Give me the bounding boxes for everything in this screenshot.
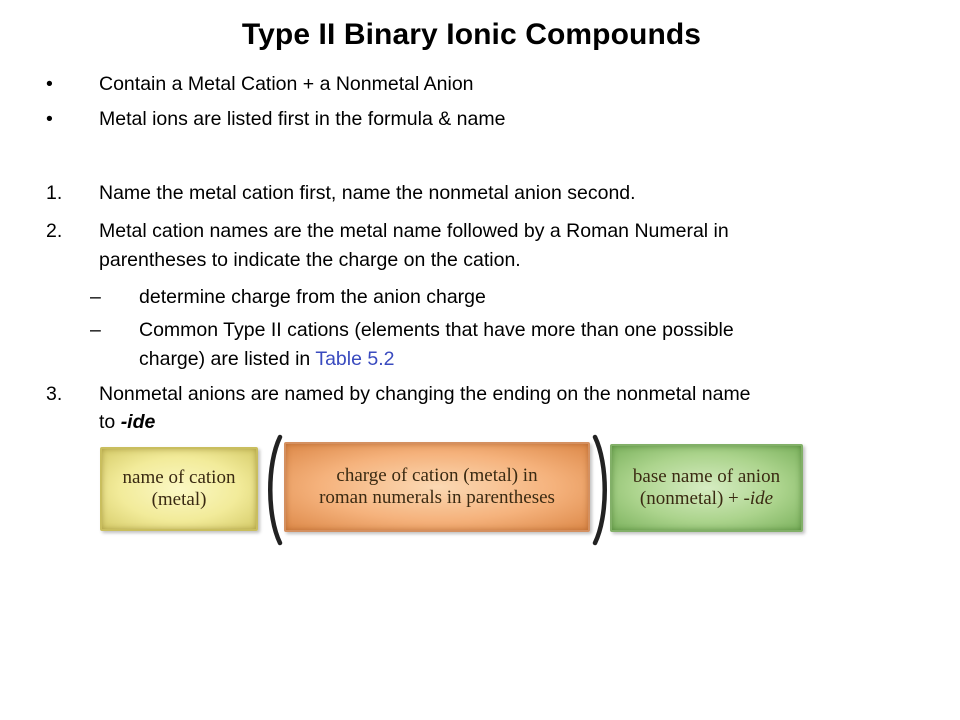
subitem-text-continued: [139, 345, 394, 373]
step-prefix: to: [99, 411, 121, 433]
anion-box-suffix: -ide: [743, 488, 774, 509]
anion-box-line1: base name of anion: [632, 466, 781, 487]
dash-marker: –: [90, 286, 101, 308]
subitem-prefix: charge) are listed in: [139, 348, 316, 370]
anion-box-line2: [633, 488, 780, 510]
cation-name-box: [100, 447, 258, 531]
step-number: 2.: [46, 220, 63, 242]
ide-suffix: -ide: [120, 411, 156, 433]
step-number: 1.: [46, 182, 63, 204]
slide-title: Type II Binary Ionic Compounds: [241, 18, 702, 51]
subitem-text: Common Type II cations (elements that have more than one possible: [139, 319, 734, 341]
charge-box-line2: roman numerals in parentheses: [319, 487, 555, 508]
step-text: Nonmetal anions are named by changing the ending on the nonmetal name: [99, 383, 751, 405]
cation-charge-box: [284, 442, 590, 532]
cation-box-line1: name of cation: [122, 467, 236, 488]
left-parenthesis-icon: [264, 434, 284, 546]
right-parenthesis-icon: [591, 434, 611, 546]
bullet-text: Metal ions are listed first in the formula & name: [99, 108, 506, 130]
bullet-marker: •: [46, 108, 53, 130]
table-link[interactable]: Table 5.2: [315, 348, 395, 370]
charge-box-line1: charge of cation (metal) in: [336, 465, 538, 486]
anion-box-prefix: (nonmetal) +: [639, 488, 744, 509]
bullet-text: Contain a Metal Cation + a Nonmetal Anion: [99, 73, 474, 95]
anion-name-box: [610, 444, 803, 532]
step-number: 3.: [46, 383, 63, 405]
cation-box-line2: (metal): [151, 489, 207, 510]
step-text-continued: parentheses to indicate the charge on the cation.: [99, 249, 521, 271]
step-text: Name the metal cation first, name the nonmetal anion second.: [99, 182, 636, 204]
bullet-marker: •: [46, 73, 53, 95]
subitem-text: determine charge from the anion charge: [139, 286, 486, 308]
step-text: Metal cation names are the metal name followed by a Roman Numeral in: [99, 220, 729, 242]
dash-marker: –: [90, 319, 101, 341]
step-text-continued: [99, 408, 155, 436]
